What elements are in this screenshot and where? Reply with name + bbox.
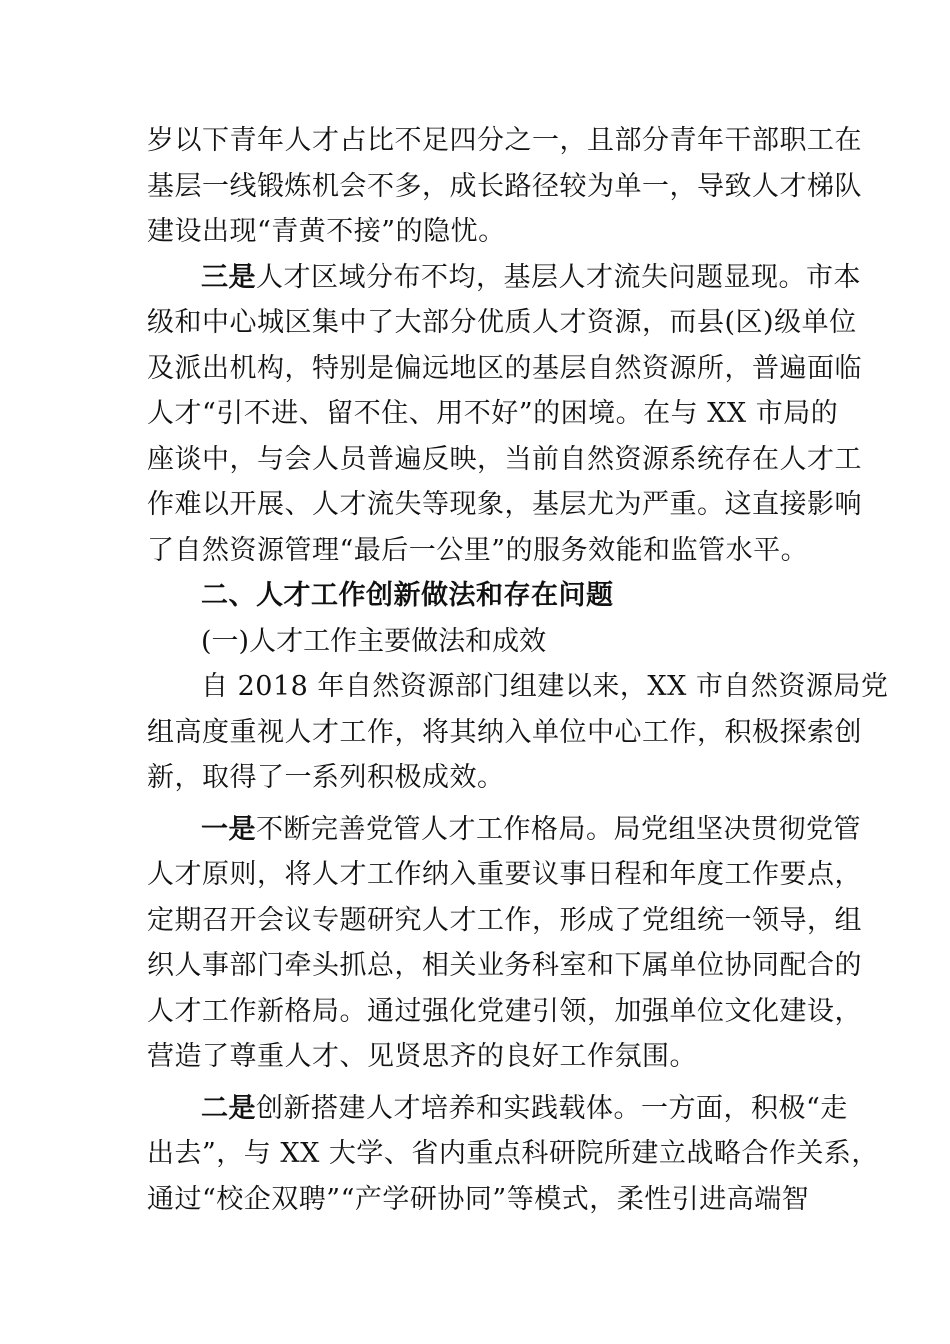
paragraph-first-line: 人才区域分布不均，基层人才流失问题显现。市本 — [256, 261, 861, 293]
paragraph-lead: 三是 — [201, 261, 256, 293]
paragraph-2 — [147, 255, 862, 574]
text-line: 建设出现“青黄不接”的隐忧。 — [147, 216, 506, 247]
text-line: 基层一线锻炼机会不多，成长路径较为单一，导致人才梯队 — [147, 170, 862, 202]
text-line: 及派出机构，特别是偏远地区的基层自然资源所，普遍面临 — [147, 352, 862, 384]
document-page — [147, 118, 889, 1222]
paragraph-1 — [147, 118, 862, 255]
text-line — [147, 1086, 848, 1132]
text-line: 了自然资源管理“最后一公里”的服务效能和监管水平。 — [147, 534, 809, 566]
text-line: 出去”，与 XX 大学、省内重点科研院所建立战略合作关系， — [147, 1138, 879, 1169]
paragraph-first-line: 创新搭建人才培养和实践载体。一方面，积极“走 — [256, 1092, 848, 1124]
paragraph-4 — [147, 807, 862, 1080]
text-line: 人才工作新格局。通过强化党建引领，加强单位文化建设， — [147, 995, 862, 1027]
text-line: 营造了尊重人才、见贤思齐的良好工作氛围。 — [147, 1041, 697, 1072]
text-line: 人才“引不进、留不住、用不好”的困境。在与 XX 市局的 — [147, 398, 839, 429]
text-line: 组高度重视人才工作，将其纳入单位中心工作，积极探索创 — [147, 716, 862, 748]
text-line — [147, 807, 861, 853]
text-line: 人才原则，将人才工作纳入重要议事日程和年度工作要点， — [147, 859, 862, 890]
text-line: 级和中心城区集中了大部分优质人才资源，而县(区)级单位 — [147, 307, 857, 338]
text-line: 作难以开展、人才流失等现象，基层尤为严重。这直接影响 — [147, 489, 862, 520]
paragraph-first-line: 不断完善党管人才工作格局。局党组坚决贯彻党管 — [256, 813, 861, 845]
text-line: 自 2018 年自然资源部门组建以来，XX 市自然资源局党 — [201, 671, 889, 702]
text-line: 座谈中，与会人员普遍反映，当前自然资源系统存在人才工 — [147, 443, 862, 475]
text-line: 岁以下青年人才占比不足四分之一，且部分青年干部职工在 — [147, 125, 862, 156]
text-line — [147, 255, 861, 301]
subsection-heading: (一)人才工作主要做法和成效 — [201, 625, 547, 657]
section-heading: 二、人才工作创新做法和存在问题 — [201, 580, 614, 611]
text-line: 通过“校企双聘”“产学研协同”等模式，柔性引进高端智 — [147, 1183, 810, 1215]
text-line: 新，取得了一系列积极成效。 — [147, 762, 505, 793]
text-line: 定期召开会议专题研究人才工作，形成了党组统一领导，组 — [147, 904, 862, 936]
paragraph-lead: 一是 — [201, 813, 256, 845]
paragraph-lead: 二是 — [201, 1092, 256, 1124]
text-line: 织人事部门牵头抓总，相关业务科室和下属单位协同配合的 — [147, 950, 862, 981]
paragraph-5 — [147, 1086, 879, 1223]
paragraph-3 — [147, 664, 889, 801]
